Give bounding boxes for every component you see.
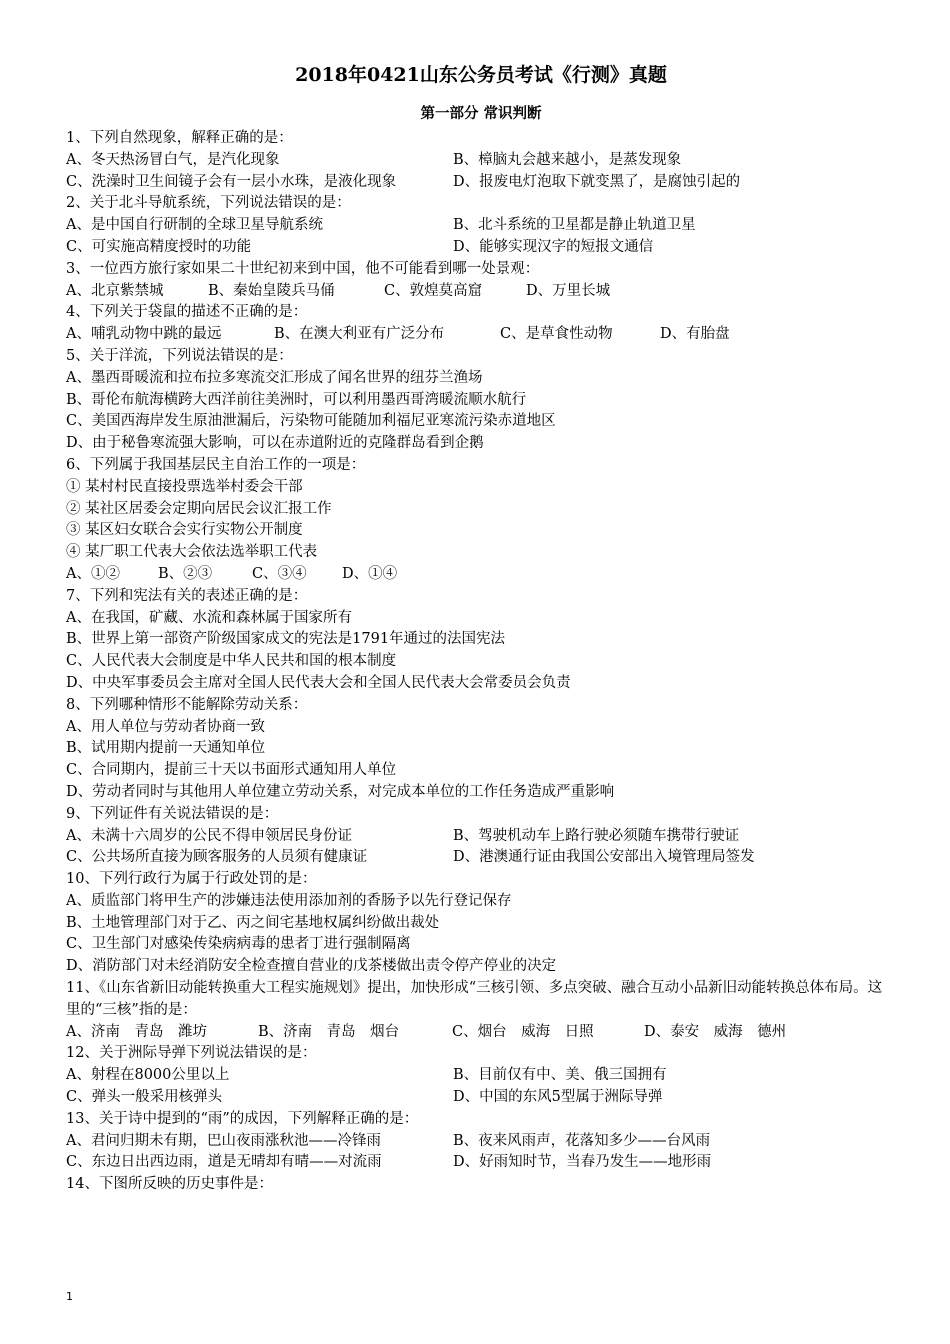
option-d: D、有胎盘 [660, 326, 730, 343]
option-a: A、用人单位与劳动者协商一致 [66, 718, 265, 735]
question-11-options [66, 1022, 886, 1044]
option-d: D、消防部门对未经消防安全检查擅自营业的戊茶楼做出责令停产停业的决定 [66, 958, 557, 975]
option-d: D、报废电灯泡取下就变黑了，是腐蚀引起的 [453, 173, 741, 190]
option-b: B、②③ [158, 565, 213, 582]
question-4-options [66, 324, 886, 346]
option-a: A、哺乳动物中跳的最远 [66, 326, 222, 343]
option-a: A、射程在8000公里以上 [66, 1067, 230, 1084]
question-9-stem: 9、下列证件有关说法错误的是： [66, 805, 279, 822]
option-c: C、敦煌莫高窟 [384, 282, 483, 299]
option-a: A、北京紫禁城 [66, 282, 164, 299]
option-b: B、哥伦布航海横跨大西洋前往美洲时，可以利用墨西哥湾暖流顺水航行 [66, 391, 527, 408]
option-c: C、是草食性动物 [500, 326, 613, 343]
question-2-stem: 2、关于北斗导航系统，下列说法错误的是： [66, 195, 351, 212]
question-1-stem: 1、下列自然现象，解释正确的是： [66, 130, 293, 146]
option-d: D、中国的东风5型属于洲际导弹 [453, 1089, 663, 1106]
question-7-stem: 7、下列和宪法有关的表述正确的是： [66, 587, 308, 604]
question-4-stem: 4、下列关于袋鼠的描述不正确的是： [66, 304, 308, 321]
option-a: A、墨西哥暖流和拉布拉多寒流交汇形成了闻名世界的纽芬兰渔场 [66, 369, 483, 386]
option-a: A、在我国，矿藏、水流和森林属于国家所有 [66, 609, 352, 626]
option-b: B、樟脑丸会越来越小，是蒸发现象 [453, 151, 682, 168]
statement-1: ① 某村村民直接投票选举村委会干部 [66, 478, 303, 495]
option-c: C、卫生部门对感染传染病病毒的患者丁进行强制隔离 [66, 936, 411, 953]
option-c: C、美国西海岸发生原油泄漏后，污染物可能随加利福尼亚寒流污染赤道地区 [66, 413, 556, 430]
option-a: A、冬天热汤冒白气，是汽化现象 [66, 151, 280, 168]
exam-page [66, 60, 886, 1196]
question-5-stem: 5、关于洋流，下列说法错误的是： [66, 347, 293, 364]
option-c: C、可实施高精度授时的功能 [66, 238, 252, 255]
statement-3: ③ 某区妇女联合会实行实物公开制度 [66, 522, 303, 539]
option-a: A、质监部门将甲生产的涉嫌违法使用添加剂的香肠予以先行登记保存 [66, 892, 512, 909]
statement-4: ④ 某厂职工代表大会依法选举职工代表 [66, 544, 318, 561]
question-13-options-row-2 [66, 1152, 886, 1174]
option-d: D、万里长城 [526, 282, 611, 299]
question-11-stem: 11、《山东省新旧动能转换重大工程实施规划》提出，加快形成“三核引领、多点突破、融合互动小品新旧动能转换总体布局。这里的“三核”指的是： [66, 980, 883, 1018]
question-6-options [66, 564, 886, 586]
option-b: B、驾驶机动车上路行驶必须随车携带行驶证 [453, 827, 740, 844]
question-2-options-row-1 [66, 215, 886, 237]
question-1-options-row-1 [66, 150, 886, 172]
option-d: D、港澳通行证由我国公安部出入境管理局签发 [453, 849, 755, 866]
question-12-options-row-1 [66, 1065, 886, 1087]
question-6-stem: 6、下列属于我国基层民主自治工作的一项是： [66, 456, 366, 473]
option-c: C、洗澡时卫生间镜子会有一层小水珠，是液化现象 [66, 173, 397, 190]
option-b: B、北斗系统的卫星都是静止轨道卫星 [453, 217, 696, 234]
option-c: C、烟台 威海 日照 [452, 1023, 594, 1040]
statement-2: ② 某社区居委会定期向居民会议汇报工作 [66, 500, 332, 517]
option-c: C、弹头一般采用核弹头 [66, 1089, 223, 1106]
question-12-stem: 12、关于洲际导弹下列说法错误的是： [66, 1045, 317, 1062]
option-d: D、泰安 威海 德州 [644, 1023, 787, 1040]
option-d: D、能够实现汉字的短报文通信 [453, 238, 654, 255]
question-2-options-row-2 [66, 237, 886, 259]
option-b: B、济南 青岛 烟台 [258, 1023, 400, 1040]
option-c: C、③④ [252, 565, 307, 582]
option-a: A、未满十六周岁的公民不得申领居民身份证 [66, 827, 352, 844]
question-13-options-row-1 [66, 1131, 886, 1153]
option-c: C、东边日出西边雨，道是无晴却有晴——对流雨 [66, 1154, 382, 1171]
section-heading: 第一部分 常识判断 [420, 105, 542, 122]
option-d: D、劳动者同时与其他用人单位建立劳动关系，对完成本单位的工作任务造成严重影响 [66, 783, 615, 800]
page-title: 2018年0421山东公务员考试《行测》真题 [295, 64, 667, 86]
question-14-stem: 14、下图所反映的历史事件是： [66, 1176, 273, 1193]
question-3-stem: 3、一位西方旅行家如果二十世纪初来到中国，他不可能看到哪一处景观： [66, 260, 540, 277]
question-9-options-row-1 [66, 826, 886, 848]
option-d: D、中央军事委员会主席对全国人民代表大会和全国人民代表大会常委员会负责 [66, 674, 571, 691]
option-c: C、公共场所直接为顾客服务的人员须有健康证 [66, 849, 368, 866]
option-b: B、土地管理部门对于乙、丙之间宅基地权属纠纷做出裁处 [66, 914, 440, 931]
option-b: B、目前仅有中、美、俄三国拥有 [453, 1067, 667, 1084]
option-b: B、世界上第一部资产阶级国家成文的宪法是1791年通过的法国宪法 [66, 631, 506, 648]
option-b: B、秦始皇陵兵马俑 [208, 282, 335, 299]
option-a: A、①② [66, 565, 120, 582]
option-d: D、①④ [342, 565, 398, 582]
question-3-options [66, 281, 886, 303]
question-12-options-row-2 [66, 1087, 886, 1109]
option-b: B、夜来风雨声，花落知多少——台风雨 [453, 1132, 711, 1149]
option-b: B、在澳大利亚有广泛分布 [274, 326, 445, 343]
question-13-stem: 13、关于诗中提到的“雨”的成因，下列解释正确的是： [66, 1110, 419, 1127]
option-c: C、合同期内，提前三十天以书面形式通知用人单位 [66, 762, 397, 779]
option-d: D、好雨知时节，当春乃发生——地形雨 [453, 1154, 712, 1171]
question-1-options-row-2 [66, 172, 886, 194]
option-a: A、君问归期未有期，巴山夜雨涨秋池——冷锋雨 [66, 1132, 381, 1149]
option-d: D、由于秘鲁寒流强大影响，可以在赤道附近的克隆群岛看到企鹅 [66, 435, 484, 452]
question-10-stem: 10、下列行政行为属于行政处罚的是： [66, 871, 317, 888]
question-9-options-row-2 [66, 847, 886, 869]
question-8-stem: 8、下列哪种情形不能解除劳动关系： [66, 696, 308, 713]
option-c: C、人民代表大会制度是中华人民共和国的根本制度 [66, 653, 397, 670]
option-a: A、济南 青岛 潍坊 [66, 1023, 207, 1040]
page-number: 1 [66, 1290, 73, 1303]
option-b: B、试用期内提前一天通知单位 [66, 740, 266, 757]
option-a: A、是中国自行研制的全球卫星导航系统 [66, 217, 323, 234]
